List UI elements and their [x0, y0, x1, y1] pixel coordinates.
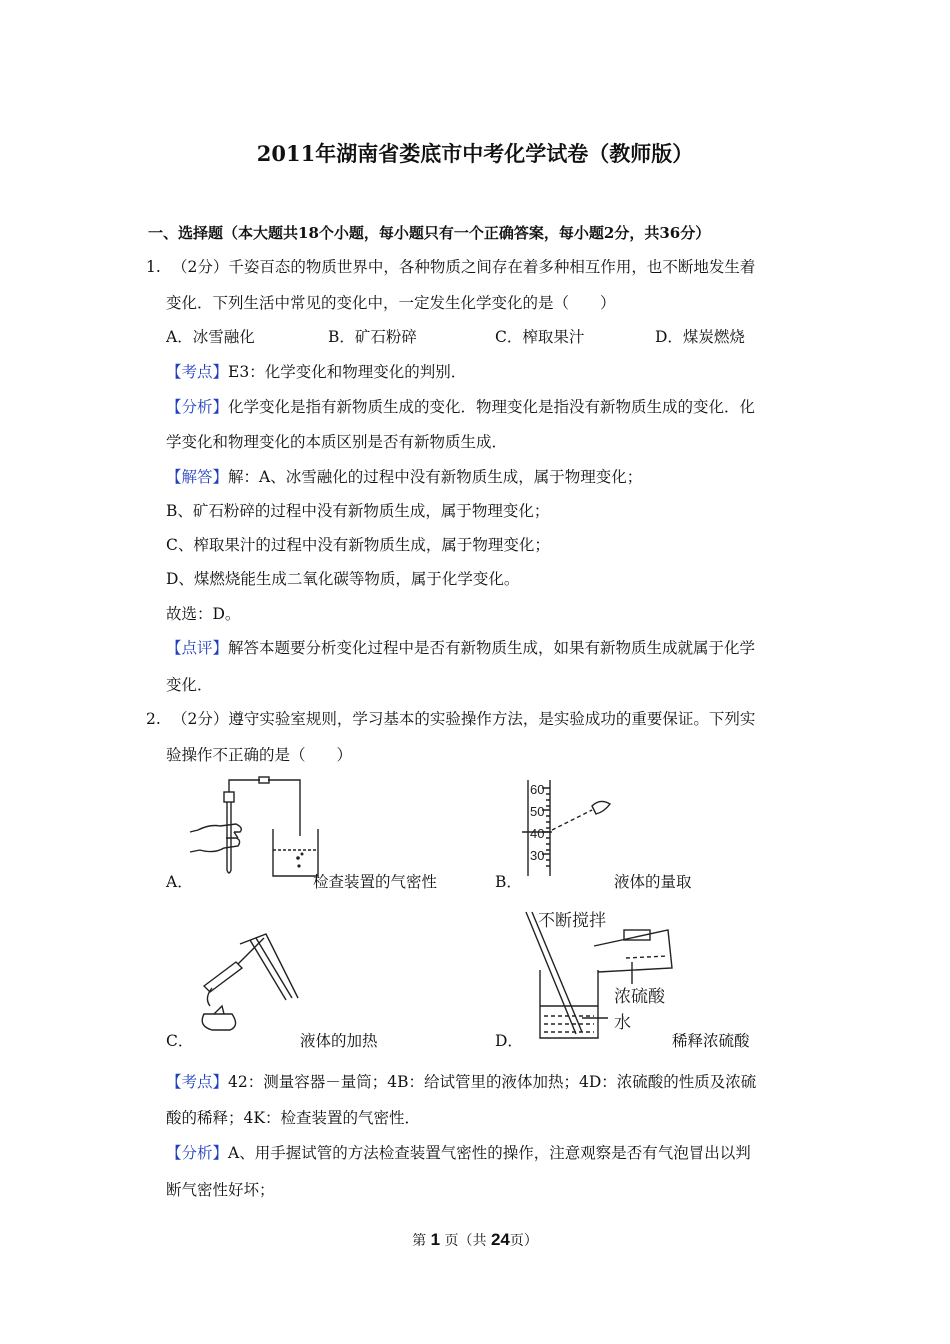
section-heading: 一、选择题（本大题共18个小题，每小题只有一个正确答案，每小题2分，共36分）	[148, 224, 711, 242]
q2-option-b-caption: 液体的量取	[614, 873, 692, 891]
q1-option-b: B．矿石粉碎	[328, 328, 417, 346]
q2-kaodian	[166, 1072, 756, 1092]
q2-fenxi-line1: A、用手握试管的方法检查装置气密性的操作，注意观察是否有气泡冒出以判	[228, 1144, 751, 1162]
footer-mid: 页（共	[444, 1233, 487, 1249]
q2-stem-line1: （2分）遵守实验室规则，学习基本的实验操作方法，是实验成功的重要保证。下列实	[172, 710, 756, 728]
q1-option-c: C．榨取果汁	[495, 328, 585, 346]
q1-fenxi-line2: 学变化和物理变化的本质区别是否有新物质生成．	[166, 433, 508, 451]
footer-suffix: 页）	[509, 1233, 538, 1249]
q2-fenxi-line2: 断气密性好坏；	[166, 1181, 275, 1199]
kaodian-tag: 【考点】	[166, 363, 229, 381]
cylinder-tick-30: 30	[530, 848, 545, 863]
q2-kaodian-line1: 42：测量容器－量筒；4B：给试管里的液体加热；4D：浓硫酸的性质及浓硫	[228, 1073, 757, 1091]
q1-kaodian-text: E3：化学变化和物理变化的判别．	[228, 363, 467, 381]
q1-dianping	[166, 638, 755, 658]
q1-jieda-line1: 解：A、冰雪融化的过程中没有新物质生成，属于物理变化；	[228, 468, 643, 486]
q1-fenxi-line1: 化学变化是指有新物质生成的变化．物理变化是指没有新物质生成的变化．化	[228, 398, 756, 416]
q2-number: 2.	[146, 710, 161, 728]
q1-fenxi	[166, 397, 755, 417]
label-conc-acid: 浓硫酸	[614, 987, 665, 1006]
cylinder-tick-60: 60	[530, 782, 545, 797]
q1-kaodian	[166, 362, 466, 382]
label-water: 水	[614, 1013, 631, 1032]
q1-stem-line2: 变化．下列生活中常见的变化中，一定发生化学变化的是（ ）	[166, 294, 616, 312]
q1-jieda-line5: 故选：D。	[166, 605, 241, 623]
q1-stem-line1: （2分）千姿百态的物质世界中，各种物质之间存在着多种相互作用，也不断地发生着	[172, 258, 756, 276]
q2-stem-line2: 验操作不正确的是（ ）	[166, 746, 353, 764]
figure-airtightness-check	[190, 774, 330, 880]
q1-jieda	[166, 467, 642, 487]
page-title: 2011年湖南省娄底市中考化学试卷（教师版）	[256, 141, 694, 166]
q1-jieda-line2: B、矿石粉碎的过程中没有新物质生成，属于物理变化；	[166, 502, 550, 520]
fenxi-tag: 【分析】	[166, 1144, 229, 1162]
fenxi-tag: 【分析】	[166, 398, 229, 416]
q2-option-c-letter: C．	[166, 1032, 194, 1050]
q1-option-a: A．冰雪融化	[166, 328, 255, 346]
figure-acid-dilution	[512, 906, 692, 1046]
cylinder-tick-40: 40	[530, 826, 545, 841]
q2-kaodian-line2: 酸的稀释；4K：检查装置的气密性．	[166, 1109, 420, 1127]
cylinder-tick-50: 50	[530, 804, 545, 819]
q2-option-a-caption: 检查装置的气密性	[313, 873, 438, 891]
figure-liquid-heating	[190, 926, 306, 1036]
kaodian-tag: 【考点】	[166, 1073, 229, 1091]
q2-option-a-letter: A．	[166, 873, 193, 891]
footer-total-pages: 24	[490, 1230, 510, 1249]
footer-page-number: 1	[430, 1230, 441, 1249]
label-stir: 不断搅拌	[538, 911, 606, 930]
dianping-tag: 【点评】	[166, 639, 229, 657]
q1-option-d: D．煤炭燃烧	[655, 328, 745, 346]
page-footer	[0, 1230, 950, 1250]
q2-option-d-letter: D．	[495, 1032, 523, 1050]
q1-jieda-line4: D、煤燃烧能生成二氧化碳等物质，属于化学变化。	[166, 570, 520, 588]
q2-option-d-caption: 稀释浓硫酸	[672, 1032, 750, 1050]
q1-dianping-line1: 解答本题要分析变化过程中是否有新物质生成，如果有新物质生成就属于化学	[228, 639, 756, 657]
q1-number: 1.	[146, 258, 161, 276]
q1-dianping-line2: 变化．	[166, 676, 213, 694]
jieda-tag: 【解答】	[166, 468, 229, 486]
q2-fenxi	[166, 1143, 751, 1163]
q1-jieda-line3: C、榨取果汁的过程中没有新物质生成，属于物理变化；	[166, 536, 550, 554]
figure-cylinder-reading	[520, 778, 620, 878]
q2-option-b-letter: B．	[495, 873, 522, 891]
footer-prefix: 第	[412, 1233, 427, 1249]
q2-option-c-caption: 液体的加热	[300, 1032, 378, 1050]
